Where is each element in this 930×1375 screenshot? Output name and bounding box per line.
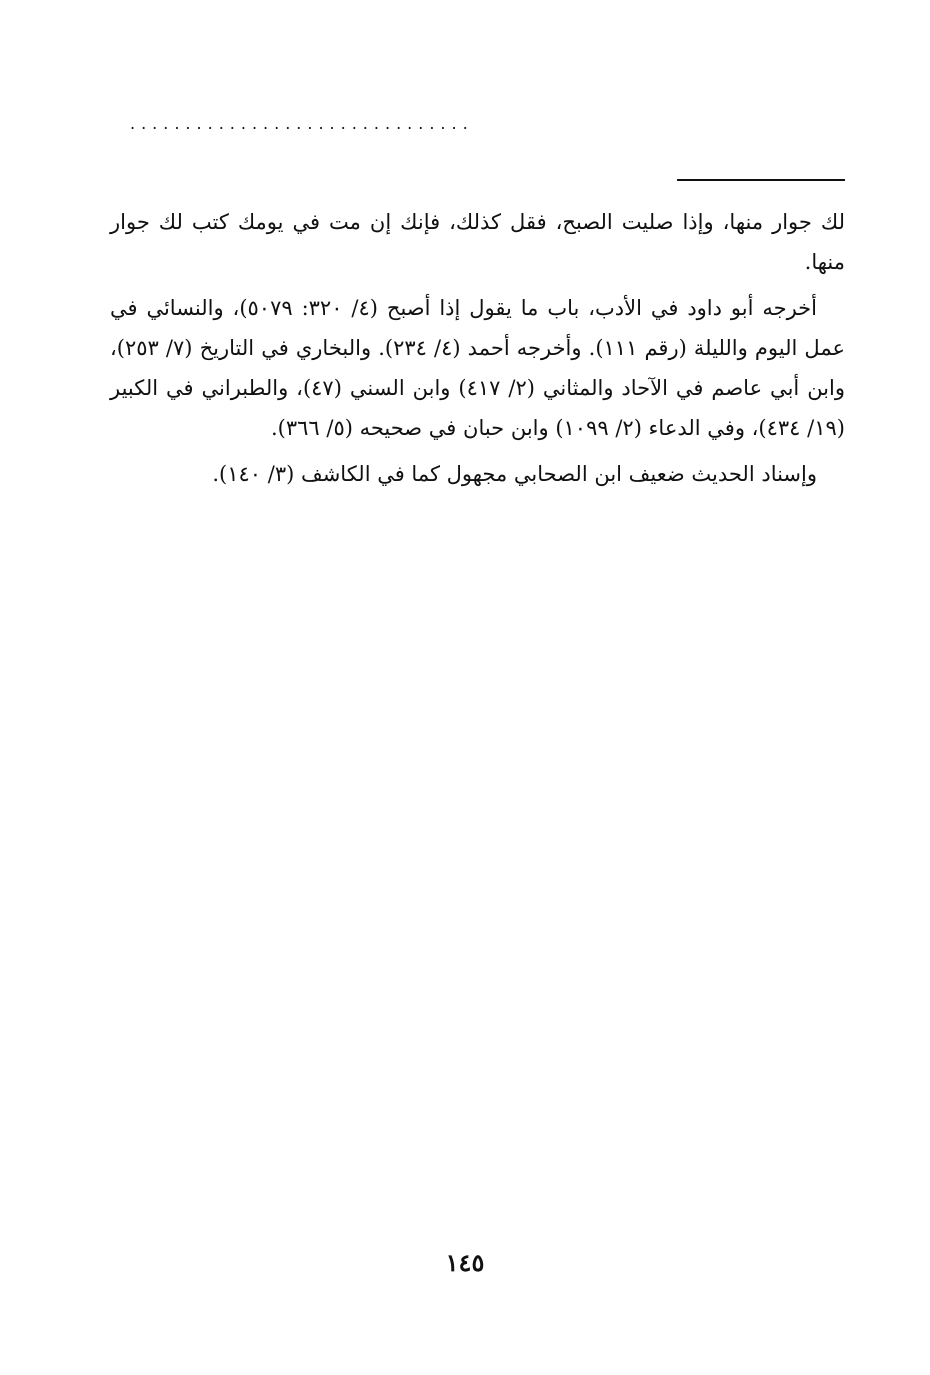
dotted-separator: ............................... [130, 118, 474, 130]
page-number: ١٤٥ [445, 1248, 485, 1277]
footnote-rule [677, 179, 845, 181]
footnote-grading: وإسناد الحديث ضعيف ابن الصحابي مجهول كما في الكاشف (٣/ ١٤٠). [212, 462, 817, 486]
footnotes-block [110, 202, 845, 500]
footnote-continuation: لك جوار منها، وإذا صليت الصبح، فقل كذلك، فإنك إن مت في يومك كتب لك جوار منها. [110, 210, 845, 274]
footnote-takhrij: أخرجه أبو داود في الأدب، باب ما يقول إذا أصبح (٤/ ٣٢٠: ٥٠٧٩)، والنسائي في عمل اليوم والليلة (رقم ١١١). وأخرجه أحمد (٤/ ٢٣٤). والبخاري في التاريخ (٧/ ٢٥٣)، وابن أبي عاصم في الآحاد والمثاني (٢/ ٤١٧) وابن السني (٤٧)، والطبراني في الكبير (١٩/ ٤٣٤)، وفي الدعاء (٢/ ١٠٩٩) وابن حبان في صحيحه (٥/ ٣٦٦). [110, 296, 845, 440]
